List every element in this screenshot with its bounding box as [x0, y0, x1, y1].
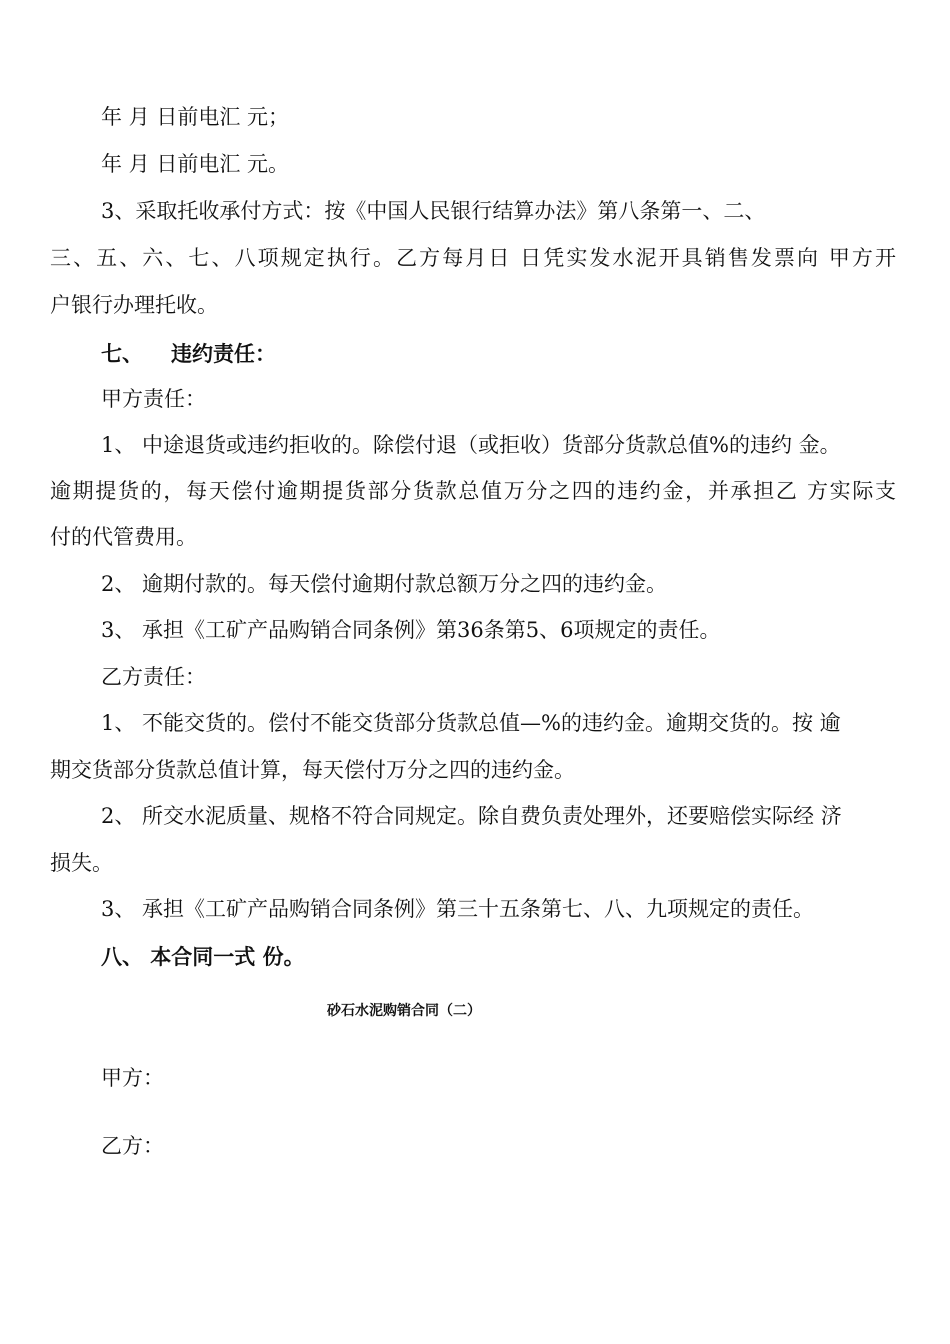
party-b-item-2-line-2: 损失。 [50, 851, 113, 875]
party-a-item-1-line-2 [50, 477, 896, 505]
party-b-item-3: 3、 承担《工矿产品购销合同条例》第三十五条第七、八、九项规定的责任。 [101, 897, 815, 921]
party-a-item-1-line-3: 付的代管费用。 [50, 525, 197, 549]
clause-6-3-line-2-text: 三、五、六、七、八项规定执行。乙方每月日 日凭实发水泥开具销售发票向 甲方开 [50, 246, 896, 270]
payment-line-1: 年 月 日前电汇 元； [101, 105, 290, 129]
clause-6-3-line-2 [50, 244, 896, 272]
party-b-heading: 乙方责任： [101, 665, 206, 689]
section-8: 八、 本合同一式 份。 [101, 944, 305, 969]
party-a-heading: 甲方责任： [101, 387, 206, 411]
party-a-item-3: 3、 承担《工矿产品购销合同条例》第36条第5、6项规定的责任。 [101, 618, 721, 642]
contract-2-title: 砂石水泥购销合同（二） [327, 1003, 481, 1019]
party-a-item-1-line-1: 1、 中途退货或违约拒收的。除偿付退（或拒收）货部分货款总值%的违约 金。 [101, 433, 841, 457]
party-b-item-1-line-2: 期交货部分货款总值计算，每天偿付万分之四的违约金。 [50, 758, 575, 782]
contract-2-party-a: 甲方： [101, 1066, 164, 1090]
party-a-item-2: 2、 逾期付款的。每天偿付逾期付款总额万分之四的违约金。 [101, 572, 668, 596]
contract-2-party-b: 乙方： [101, 1134, 164, 1158]
section-7-number: 七、 [101, 341, 143, 366]
clause-6-3-line-3: 户银行办理托收。 [50, 293, 218, 317]
payment-line-2: 年 月 日前电汇 元。 [101, 152, 290, 176]
party-b-item-1-line-1: 1、 不能交货的。偿付不能交货部分货款总值—%的违约金。逾期交货的。按 逾 [101, 711, 841, 735]
clause-6-3-line-1: 3、采取托收承付方式：按《中国人民银行结算办法》第八条第一、二、 [101, 199, 766, 223]
party-b-item-2-line-1: 2、 所交水泥质量、规格不符合同规定。除自费负责处理外，还要赔偿实际经 济 [101, 804, 842, 828]
party-a-item-1-line-2-text: 逾期提货的，每天偿付逾期提货部分货款总值万分之四的违约金，并承担乙 方实际支 [50, 479, 897, 503]
section-7-title: 违约责任： [171, 341, 276, 366]
